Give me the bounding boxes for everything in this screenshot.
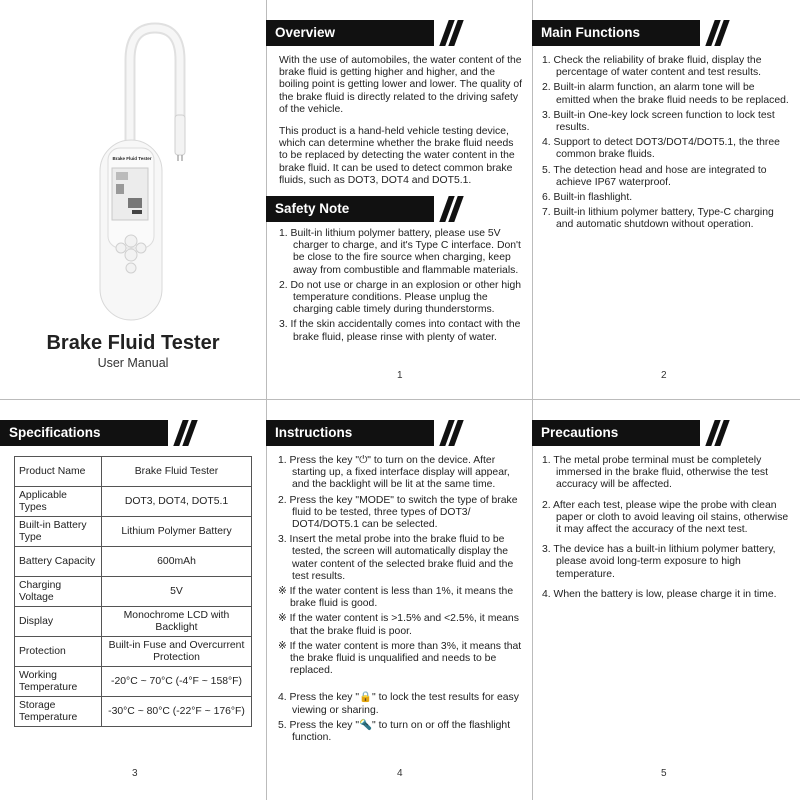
page-title: Brake Fluid Tester	[46, 332, 220, 354]
page-number: 3	[132, 768, 138, 779]
spec-value: -20°C ~ 70°C (-4°F ~ 158°F)	[102, 667, 252, 697]
page-number: 4	[397, 768, 403, 779]
page-number: 2	[661, 370, 667, 381]
water-content-note: ※ If the water content is more than 3%, it means that the brake fluid is unqualified and needs to be replaced.	[278, 640, 522, 677]
list-item: 2. Built-in alarm function, an alarm tone will be emitted when the brake fluid needs to be replaced.	[542, 82, 789, 106]
list-item: 1. Built-in lithium polymer battery, please use 5V charger to charge, and it's Type C interface. Don't be close to the fire source when charging, keep away from combustible and flammable materials.	[279, 228, 521, 276]
spec-key: Storage Temperature	[15, 697, 102, 727]
spec-key: Applicable Types	[15, 487, 102, 517]
table-row	[15, 697, 252, 727]
water-content-note: ※ If the water content is >1.5% and <2.5%, it means that the brake fluid is poor.	[278, 613, 519, 637]
water-content-note: ※ If the water content is less than 1%, it means the brake fluid is good.	[278, 586, 514, 610]
spec-value: -30°C ~ 80°C (-22°F ~ 176°F)	[102, 697, 252, 727]
spec-value: Built-in Fuse and Overcurrent Protection	[102, 637, 252, 667]
spec-key: Built-in Battery Type	[15, 517, 102, 547]
spec-value: Monochrome LCD with Backlight	[102, 607, 252, 637]
spec-value: Brake Fluid Tester	[102, 457, 252, 487]
spec-value: 5V	[102, 577, 252, 607]
table-row	[15, 607, 252, 637]
instruction-step: 4. Press the key "🔒" to lock the test results for easy viewing or sharing.	[278, 692, 519, 716]
instruction-step: 3. Insert the metal probe into the brake fluid to be tested, the screen will automatically display the water content of the selected brake fluid and the test results.	[278, 534, 514, 582]
list-item: 3. The device has a built-in lithium polymer battery, please avoid long-term exposure to high temperature.	[542, 544, 776, 580]
list-item: 1. The metal probe terminal must be completely immersed in the brake fluid, otherwise the test accuracy will be affected.	[542, 455, 768, 491]
specifications-heading: Specifications	[0, 420, 168, 446]
safety-heading: Safety Note	[266, 196, 434, 222]
spec-key: Charging Voltage	[15, 577, 102, 607]
device-illustration	[0, 0, 266, 330]
spec-value: Lithium Polymer Battery	[102, 517, 252, 547]
list-item: 5. The detection head and hose are integrated to achieve IP67 waterproof.	[542, 164, 767, 188]
spec-key: Protection	[15, 637, 102, 667]
list-item: 2. After each test, please wipe the probe with clean paper or cloth to avoid leaving oil stains, otherwise it may affect the accuracy of the next test.	[542, 499, 789, 536]
device-label: Brake Fluid Tester	[112, 156, 152, 161]
spec-key: Product Name	[15, 457, 102, 487]
list-item: 2. Do not use or charge in an explosion or other high temperature conditions. Please unplug the charging cable timely during thunderstorms.	[279, 279, 522, 316]
table-row	[15, 667, 252, 697]
table-row	[15, 577, 252, 607]
table-row	[15, 487, 252, 517]
spec-key: Display	[15, 607, 102, 637]
table-row	[15, 637, 252, 667]
page-2	[532, 0, 798, 400]
page-subtitle: User Manual	[97, 356, 169, 370]
cover-page	[0, 0, 266, 400]
list-item: 3. Built-in One-key lock screen function to lock test results.	[542, 109, 775, 134]
overview-paragraph: This product is a hand-held vehicle testing device, which can determine whether the brake fluid needs to be replaced by detecting the water content in the brake fluid. It can be used to detect common brake fluids, such as DOT3, DOT4 and DOT5.1.	[279, 126, 515, 186]
table-row	[15, 457, 252, 487]
main-functions-heading: Main Functions	[532, 20, 700, 46]
specifications-table	[14, 456, 252, 727]
precautions-list	[542, 455, 790, 604]
list-item: 1. Check the reliability of brake fluid, display the percentage of water content and test results.	[542, 55, 762, 79]
instruction-step: 5. Press the key "🔦" to turn on or off the flashlight function.	[278, 719, 511, 744]
table-row	[15, 547, 252, 577]
page-5	[532, 400, 798, 800]
list-item: 4. When the battery is low, please charge it in time.	[542, 588, 777, 600]
precautions-heading: Precautions	[532, 420, 700, 446]
list-item: 7. Built-in lithium polymer battery, Type-C charging and automatic shutdown without operation.	[542, 207, 774, 231]
list-item: 6. Built-in flashlight.	[542, 192, 633, 204]
instruction-step: 1. Press the key "⏻" to turn on the device. After starting up, a fixed interface display will appear, and the backlight will be lit at the same time.	[278, 455, 510, 491]
overview-paragraph: With the use of automobiles, the water content of the brake fluid is getting higher and higher, and the boiling point is getting lower and lower. The quality of the brake fluid is directly related to the driving safety of the vehicle.	[279, 55, 522, 115]
spec-key: Working Temperature	[15, 667, 102, 697]
page-number: 5	[661, 768, 667, 779]
list-item: 3. If the skin accidentally comes into contact with the brake fluid, please rinse with plenty of water.	[279, 319, 521, 343]
list-item: 4. Support to detect DOT3/DOT4/DOT5.1, the three common brake fluids.	[542, 137, 780, 161]
page-4	[266, 400, 532, 800]
table-row	[15, 517, 252, 547]
instructions-body	[278, 455, 524, 747]
functions-list	[542, 55, 790, 235]
spec-key: Battery Capacity	[15, 547, 102, 577]
instructions-heading: Instructions	[266, 420, 434, 446]
page-1	[266, 0, 532, 400]
overview-heading: Overview	[266, 20, 434, 46]
spec-value: DOT3, DOT4, DOT5.1	[102, 487, 252, 517]
safety-list	[279, 228, 524, 347]
spec-value: 600mAh	[102, 547, 252, 577]
page-number: 1	[397, 370, 403, 381]
instruction-step: 2. Press the key "MODE" to switch the type of brake fluid to be tested, three types of DOT3/ DOT4/DOT5.1 can be selected.	[278, 494, 518, 531]
